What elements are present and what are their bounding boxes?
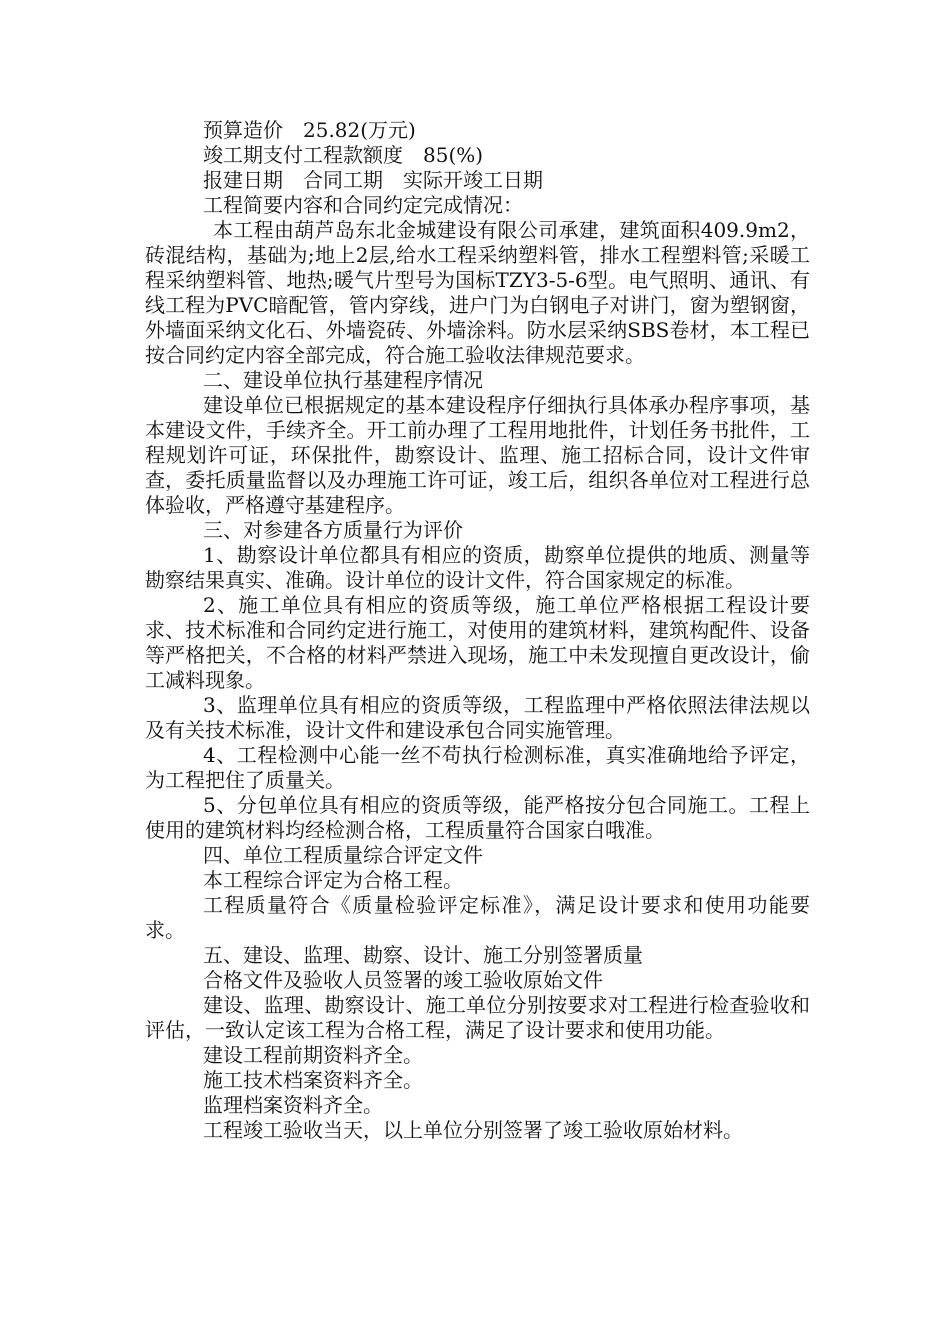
- paragraph-summary-heading: 工程简要内容和合同约定完成情况：: [203, 193, 523, 217]
- paragraph-quality-standard: 工程质量符合《质量检验评定标准》，满足设计要求和使用功能要求。: [145, 893, 810, 942]
- paragraph-signing: 工程竣工验收当天，以上单位分别签署了竣工验收原始材料。: [203, 1118, 743, 1142]
- paragraph-dates: 报建日期 合同工期 实际开竣工日期: [203, 168, 543, 192]
- paragraph-eval-1: 1、勘察设计单位都具有相应的资质，勘察单位提供的地质、测量等勘察结果真实、准确。设计单位的设计文件，符合国家规定的标准。: [145, 543, 810, 592]
- section-heading-5-continued: 合格文件及验收人员签署的竣工验收原始文件: [203, 968, 603, 992]
- paragraph-supervision-docs: 监理档案资料齐全。: [203, 1093, 383, 1117]
- paragraph-payment-ratio: 竣工期支付工程款额度 85(%): [203, 143, 484, 167]
- section-heading-2: 二、建设单位执行基建程序情况: [203, 368, 483, 392]
- paragraph-acceptance: 建设、监理、勘察设计、施工单位分别按要求对工程进行检查验收和评估，一致认定该工程为合格工程，满足了设计要求和使用功能。: [145, 993, 810, 1042]
- section-heading-5: 五、建设、监理、勘察、设计、施工分别签署质量: [203, 943, 643, 967]
- paragraph-early-docs: 建设工程前期资料齐全。: [203, 1043, 423, 1067]
- paragraph-construction-procedure: 建设单位已根据规定的基本建设程序仔细执行具体承办程序事项，基本建设文件，手续齐全。开工前办理了工程用地批件，计划任务书批件，工程规划许可证，环保批件，勘察设计、监理、施工招标合同，设计文件审查，委托质量监督以及办理施工许可证，竣工后，组织各单位对工程进行总体验收，严格遵守基建程序。: [145, 393, 810, 517]
- section-heading-3: 三、对参建各方质量行为评价: [203, 518, 463, 542]
- paragraph-tech-docs: 施工技术档案资料齐全。: [203, 1068, 423, 1092]
- paragraph-eval-5: 5、分包单位具有相应的资质等级，能严格按分包合同施工。工程上使用的建筑材料均经检测合格，工程质量符合国家白哦准。: [145, 793, 810, 842]
- section-heading-4: 四、单位工程质量综合评定文件: [203, 843, 483, 867]
- paragraph-eval-3: 3、监理单位具有相应的资质等级，工程监理中严格依照法律法规以及有关技术标准，设计文件和建设承包合同实施管理。: [145, 693, 810, 742]
- paragraph-eval-4: 4、工程检测中心能一丝不苟执行检测标准，真实准确地给予评定，为工程把住了质量关。: [145, 743, 810, 792]
- paragraph-budget: 预算造价 25.82(万元): [203, 118, 416, 142]
- paragraph-eval-2: 2、施工单位具有相应的资质等级，施工单位严格根据工程设计要求、技术标准和合同约定进行施工，对使用的建筑材料，建筑构配件、设备等严格把关，不合格的材料严禁进入现场，施工中未发现擅自更改设计，偷工减料现象。: [145, 593, 810, 692]
- paragraph-overall-rating: 本工程综合评定为合格工程。: [203, 868, 463, 892]
- paragraph-project-description: 本工程由葫芦岛东北金城建设有限公司承建，建筑面积409.9m2，砖混结构，基础为;地上2层,给水工程采纳塑料管，排水工程塑料管;采暖工程采纳塑料管、地热;暖气片型号为国标TZY3-5-6型。电气照明、通讯、有线工程为PVC暗配管，管内穿线，进户门为白钢电子对讲门，窗为塑钢窗，外墙面采纳文化石、外墙瓷砖、外墙涂料。防水层采纳SBS卷材，本工程已按合同约定内容全部完成，符合施工验收法律规范要求。: [145, 218, 810, 367]
- document-body: [145, 118, 810, 1143]
